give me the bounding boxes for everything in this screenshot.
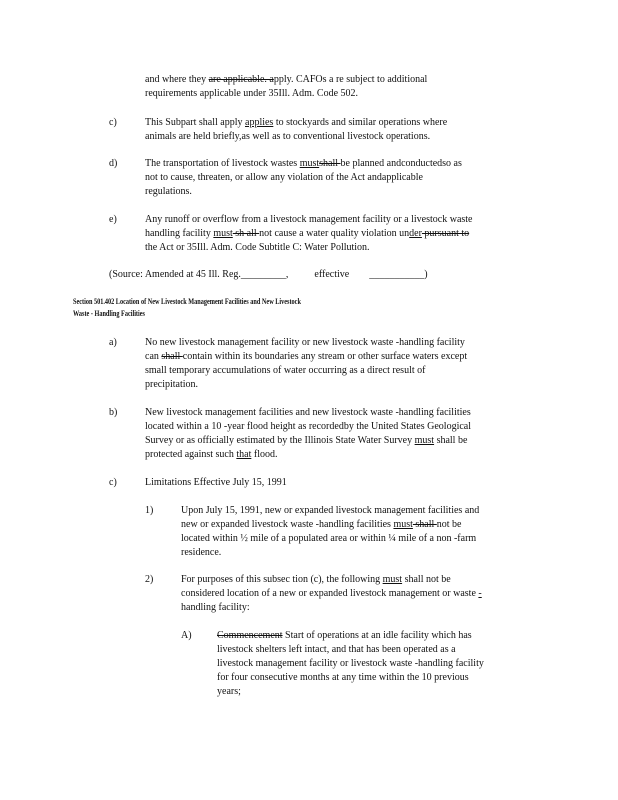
- paragraph-A-commencement: Commencement Start of operations at an idle facility which has livestock shelters left intact, and that has been operated as a livestock management facility or livestock waste -handling facility for four consecutive months at any time within the 10 previous years;: [217, 630, 484, 697]
- paragraph-b-flood-height: New livestock management facilities and new livestock waste -handling facilities located within a 10 -year flood height as recordedby the United States Geological Survey or as officially estimated by the Illinois State Water Survey must shall be protected against such that flood.: [145, 407, 472, 460]
- paragraph-2-purposes: For purposes of this subsec tion (c), the following must shall not be considered location of a new or expanded livestock management or waste - handling facility:: [181, 574, 482, 613]
- item-label: 2): [145, 574, 154, 585]
- section-heading: Section 501.402 Location of New Livestock Management Facilities and New Livestock Waste - Handling Facilities: [73, 297, 301, 318]
- struck-text: Commencement: [217, 630, 283, 641]
- struck-text: are applicable. a: [208, 74, 274, 85]
- struck-text: shall: [412, 519, 437, 530]
- inserted-text: must: [213, 228, 233, 239]
- inserted-text: must: [382, 574, 403, 585]
- item-label: a): [109, 337, 117, 348]
- paragraph-d-transportation: The transportation of livestock wastes mustshall be planned andconductedso as not to cause, threaten, or allow any violation of the Act andapplicable regulations.: [145, 158, 462, 197]
- inserted-text: must: [299, 158, 320, 169]
- paragraph-a-no-new-facility: No new livestock management facility or new livestock waste -handling facility can shall contain within its boundaries any stream or other surface waters except small temporary accumulations of water occurring as a direct result of precipitation.: [145, 337, 468, 390]
- paragraph-c-scope: This Subpart shall apply applies to stockyards and similar operations where animals are held briefly,as well as to conventional livestock operations.: [145, 117, 448, 142]
- struck-text: sh all: [232, 228, 260, 239]
- inserted-text: applies: [245, 117, 274, 128]
- item-label: c): [109, 117, 117, 128]
- struck-text: shall: [161, 351, 183, 362]
- inserted-text: must: [393, 519, 413, 530]
- paragraph-1-setback: Upon July 15, 1991, new or expanded livestock management facilities and new or expanded livestock waste -handling facilities must shall not be located within ½ mile of a populated area or within ¼ mile of a non -farm residence.: [181, 505, 480, 558]
- source-note: (Source: Amended at 45 Ill. Reg._________, effective ___________): [109, 269, 428, 280]
- inserted-text: must: [414, 435, 435, 446]
- paragraph-c-limitations: Limitations Effective July 15, 1991: [145, 477, 287, 488]
- inserted-text: -: [478, 588, 482, 599]
- inserted-text: der: [409, 228, 422, 239]
- item-label: d): [109, 158, 118, 169]
- item-label: A): [181, 630, 192, 641]
- item-label: b): [109, 407, 118, 418]
- paragraph-e-runoff: Any runoff or overflow from a livestock management facility or a livestock waste handling facility must sh all not cause a water quality violation under pursuant to the Act or 35Ill. Adm. Code Subtitle C: Water Pollution.: [145, 214, 473, 253]
- item-label: 1): [145, 505, 154, 516]
- item-label: c): [109, 477, 117, 488]
- inserted-text: that: [236, 449, 252, 460]
- struck-text: pursuant to: [421, 228, 470, 239]
- item-label: e): [109, 214, 117, 225]
- continuation-paragraph: and where they are applicable. apply. CAFOs a re subject to additional requirements applicable under 35Ill. Adm. Code 502.: [145, 74, 428, 99]
- struck-text: shall: [319, 158, 341, 169]
